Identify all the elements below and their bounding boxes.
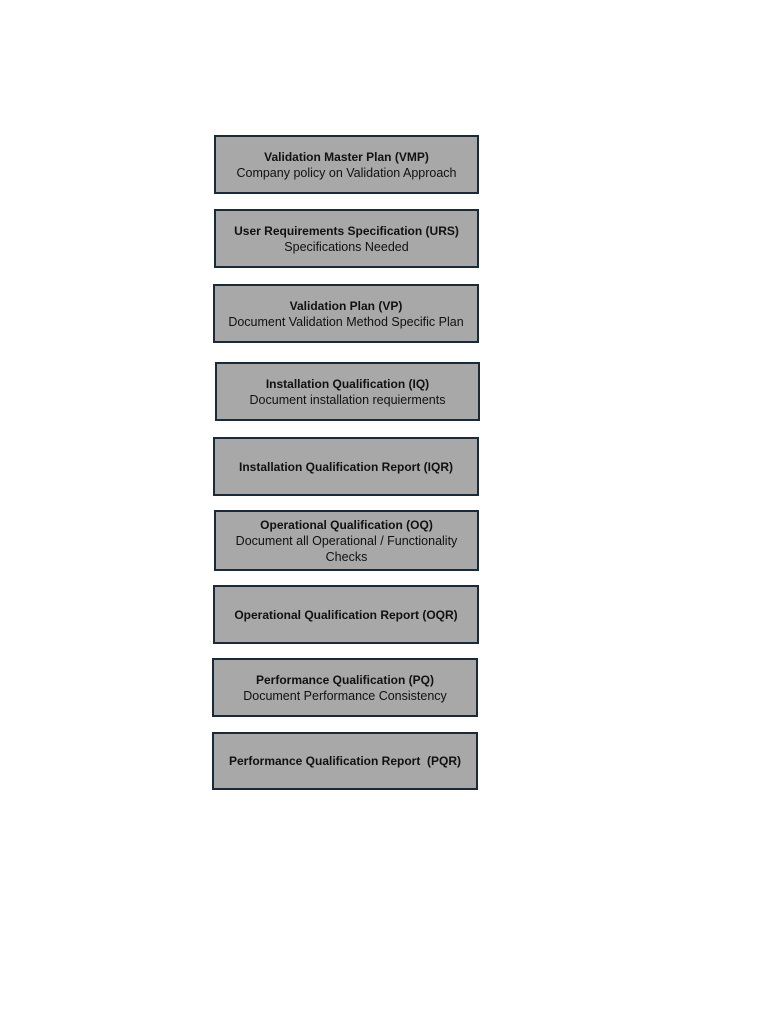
step-pq-box <box>212 658 478 717</box>
step-oq-box <box>214 510 479 571</box>
step-pqr-title: Performance Qualification Report (PQR) <box>228 754 462 768</box>
step-vp-title: Validation Plan (VP) <box>289 298 403 313</box>
step-oq-title: Operational Qualification (OQ) <box>260 517 433 532</box>
step-pqr-box <box>212 732 478 790</box>
step-iq-desc: Document installation requierments <box>249 392 446 407</box>
step-vp-box <box>213 284 479 343</box>
step-vmp-title: Validation Master Plan (VMP) <box>264 149 429 164</box>
step-oqr-title: Operational Qualification Report (OQR) <box>234 607 458 622</box>
step-vp-desc: Document Validation Method Specific Plan <box>228 314 464 329</box>
step-vmp-desc: Company policy on Validation Approach <box>236 165 457 180</box>
step-vmp-box <box>214 135 479 194</box>
step-iq-title: Installation Qualification (IQ) <box>265 376 430 391</box>
step-oqr-box <box>213 585 479 644</box>
step-urs-desc: Specifications Needed <box>284 239 409 254</box>
step-iqr-box <box>213 437 479 496</box>
step-urs-box <box>214 209 479 268</box>
step-pq-desc: Document Performance Consistency <box>243 688 447 703</box>
step-oq-desc: Document all Operational / Functionality Checks <box>235 533 458 564</box>
step-pq-title: Performance Qualification (PQ) <box>255 672 435 687</box>
step-iqr-title: Installation Qualification Report (IQR) <box>238 459 453 474</box>
step-iq-box <box>215 362 480 421</box>
step-urs-title: User Requirements Specification (URS) <box>234 223 459 238</box>
